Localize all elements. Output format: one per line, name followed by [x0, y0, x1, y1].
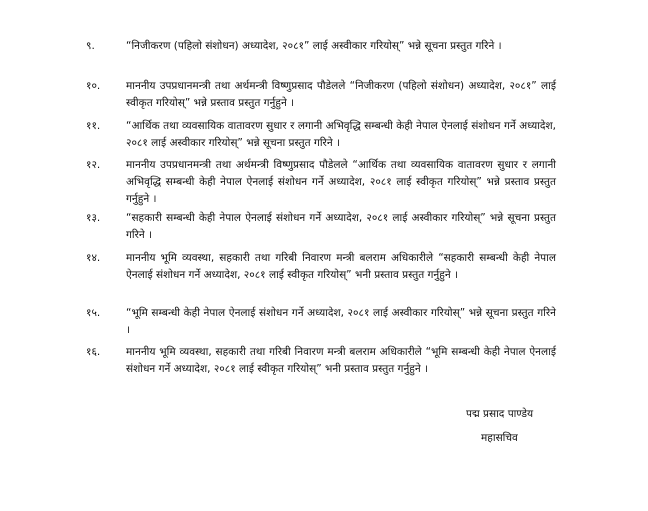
- item-text: “भूमि सम्बन्धी केही नेपाल ऐनलाई संशोधन गर्ने अध्यादेश, २०८१ लाई अस्वीकार गरियोस्” भन्ने सूचना प्रस्तुत गरिने ।: [126, 307, 556, 336]
- item-number: १६.: [86, 346, 101, 358]
- agenda-item: [86, 210, 556, 244]
- item-text: माननीय उपप्रधानमन्त्री तथा अर्थमन्त्री विष्णुप्रसाद पौडेलले “आर्थिक तथा व्यवसायिक वातावरण सुधार र लगानी अभिवृद्धि सम्बन्धी केही नेपाल ऐनलाई संशोधन गर्ने अध्यादेश, २०८१ लाई स्वीकृत गरियोस्” भन्ने प्रस्ताव प्रस्तुत गर्नुहुने ।: [126, 159, 556, 205]
- agenda-item: [86, 157, 556, 208]
- item-text: माननीय उपप्रधानमन्त्री तथा अर्थमन्त्री विष्णुप्रसाद पौडेलले “निजीकरण (पहिलो संशोधन) अध्यादेश, २०८१” लाई स्वीकृत गरियोस्” भन्ने प्रस्ताव प्रस्तुत गर्नुहुने ।: [126, 80, 556, 109]
- agenda-item: [86, 344, 556, 378]
- item-number: ११.: [86, 120, 101, 132]
- agenda-item: [86, 118, 556, 152]
- item-number: १४.: [86, 252, 101, 264]
- item-number: १२.: [86, 159, 101, 171]
- agenda-item: [86, 38, 556, 55]
- signatory-name: पद्म प्रसाद पाण्डेय: [466, 408, 534, 420]
- item-number: १०.: [86, 80, 101, 92]
- item-text: माननीय भूमि व्यवस्था, सहकारी तथा गरिबी निवारण मन्त्री बलराम अधिकारीले “सहकारी सम्बन्धी केही नेपाल ऐनलाई संशोधन गर्ने अध्यादेश, २०८१ लाई स्वीकृत गरियोस्” भनी प्रस्ताव प्रस्तुत गर्नुहुने ।: [126, 252, 556, 281]
- item-number: १३.: [86, 212, 101, 224]
- item-text: “आर्थिक तथा व्यवसायिक वातावरण सुधार र लगानी अभिवृद्धि सम्बन्धी केही नेपाल ऐनलाई संशोधन गर्ने अध्यादेश, २०८१ लाई अस्वीकार गरियोस्” भन्ने सूचना प्रस्तुत गरिने ।: [126, 120, 556, 149]
- item-number: १५.: [86, 307, 101, 319]
- agenda-item: [86, 250, 556, 284]
- item-text: “निजीकरण (पहिलो संशोधन) अध्यादेश, २०८१” लाई अस्वीकार गरियोस्” भन्ने सूचना प्रस्तुत गरिने ।: [126, 40, 502, 52]
- item-text: माननीय भूमि व्यवस्था, सहकारी तथा गरिबी निवारण मन्त्री बलराम अधिकारीले “भूमि सम्बन्धी केही नेपाल ऐनलाई संशोधन गर्ने अध्यादेश, २०८१ लाई स्वीकृत गरियोस्” भनी प्रस्ताव प्रस्तुत गर्नुहुने ।: [126, 346, 556, 375]
- agenda-item: [86, 78, 556, 112]
- agenda-item: [86, 305, 556, 339]
- signatory-title: महासचिव: [481, 432, 518, 444]
- item-text: “सहकारी सम्बन्धी केही नेपाल ऐनलाई संशोधन गर्ने अध्यादेश, २०८१ लाई अस्वीकार गरियोस्” भन्ने सूचना प्रस्तुत गरिने ।: [126, 212, 556, 241]
- item-number: ९.: [86, 40, 95, 52]
